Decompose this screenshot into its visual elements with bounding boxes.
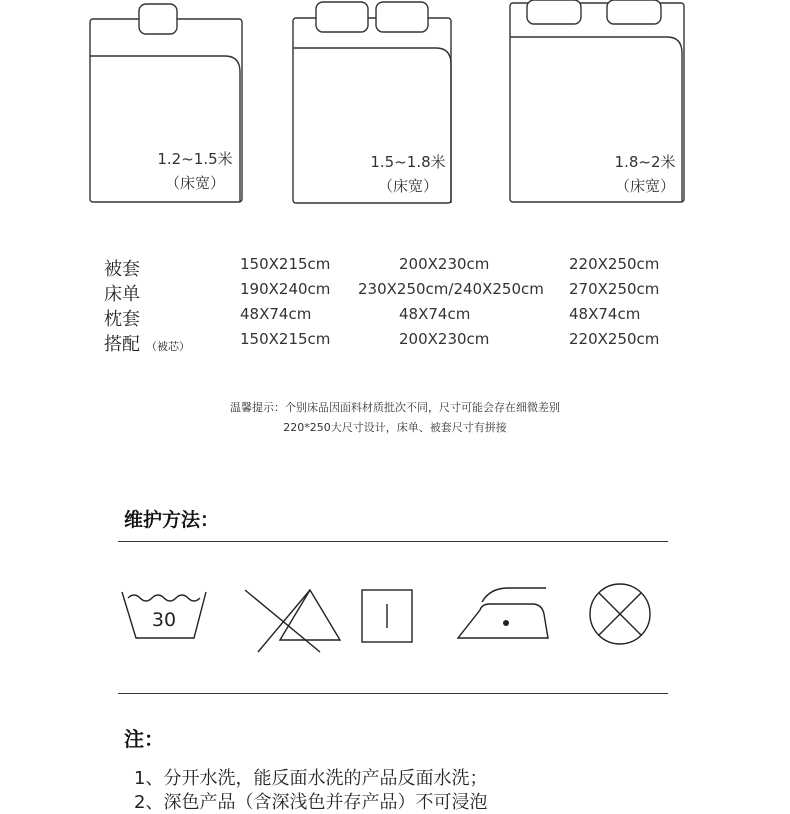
- bed-size: 1.8~2米: [614, 153, 676, 171]
- bed-size: 1.5~1.8米: [370, 153, 446, 171]
- bed-note: （床宽）: [614, 177, 675, 195]
- row-sub: （被芯）: [146, 340, 190, 353]
- size-cell: 190X240cm: [240, 280, 331, 298]
- bed-size: 1.2~1.5米: [157, 150, 233, 168]
- size-cell: 220X250cm: [569, 330, 660, 348]
- bed-note: （床宽）: [377, 177, 438, 195]
- bed-label-2: [353, 150, 463, 198]
- wash-temperature: 30: [151, 609, 177, 631]
- bed-label-3: [590, 150, 700, 198]
- tip-line-2: 220*250大尺寸设计，床单、被套尺寸有拼接: [283, 421, 507, 434]
- table-row: [104, 255, 694, 280]
- divider: [118, 693, 668, 694]
- size-cell: 230X250cm/240X250cm: [358, 280, 544, 298]
- care-icons: [110, 570, 690, 660]
- row-name: [104, 330, 190, 356]
- size-cell: 220X250cm: [569, 255, 660, 273]
- notes-title: 注：: [124, 727, 164, 751]
- size-cell: 200X230cm: [399, 330, 490, 348]
- table-row: [104, 280, 694, 305]
- row-name-text: 搭配: [104, 334, 140, 355]
- size-cell: 48X74cm: [569, 305, 641, 323]
- size-cell: 150X215cm: [240, 255, 331, 273]
- care-title: 维护方法：: [124, 509, 220, 531]
- size-cell: 48X74cm: [240, 305, 312, 323]
- divider: [118, 541, 668, 542]
- no-tumble-dry-icon: [590, 584, 650, 644]
- note-line-2: 2、深色产品（含深浅色并存产品）不可浸泡: [134, 792, 488, 813]
- no-bleach-icon: [245, 590, 340, 652]
- row-name: 被套: [104, 259, 140, 280]
- drip-dry-icon: [362, 590, 412, 642]
- size-cell: 150X215cm: [240, 330, 331, 348]
- size-table: [104, 255, 694, 355]
- size-cell: 270X250cm: [569, 280, 660, 298]
- table-row: [104, 330, 694, 355]
- tip-line-1: 温馨提示：个别床品因面料材质批次不同，尺寸可能会存在细微差别: [230, 401, 560, 414]
- size-cell: 48X74cm: [399, 305, 471, 323]
- size-cell: 200X230cm: [399, 255, 490, 273]
- bed-outlines: [0, 0, 790, 240]
- row-name: 枕套: [104, 309, 140, 330]
- row-name: 床单: [104, 284, 140, 305]
- bed-note: （床宽）: [164, 174, 225, 192]
- table-row: [104, 305, 694, 330]
- bed-label-1: [140, 147, 250, 195]
- note-line-1: 1、分开水洗，能反面水洗的产品反面水洗；: [134, 768, 488, 789]
- wash-30-icon: [122, 592, 206, 638]
- iron-icon: [458, 588, 548, 638]
